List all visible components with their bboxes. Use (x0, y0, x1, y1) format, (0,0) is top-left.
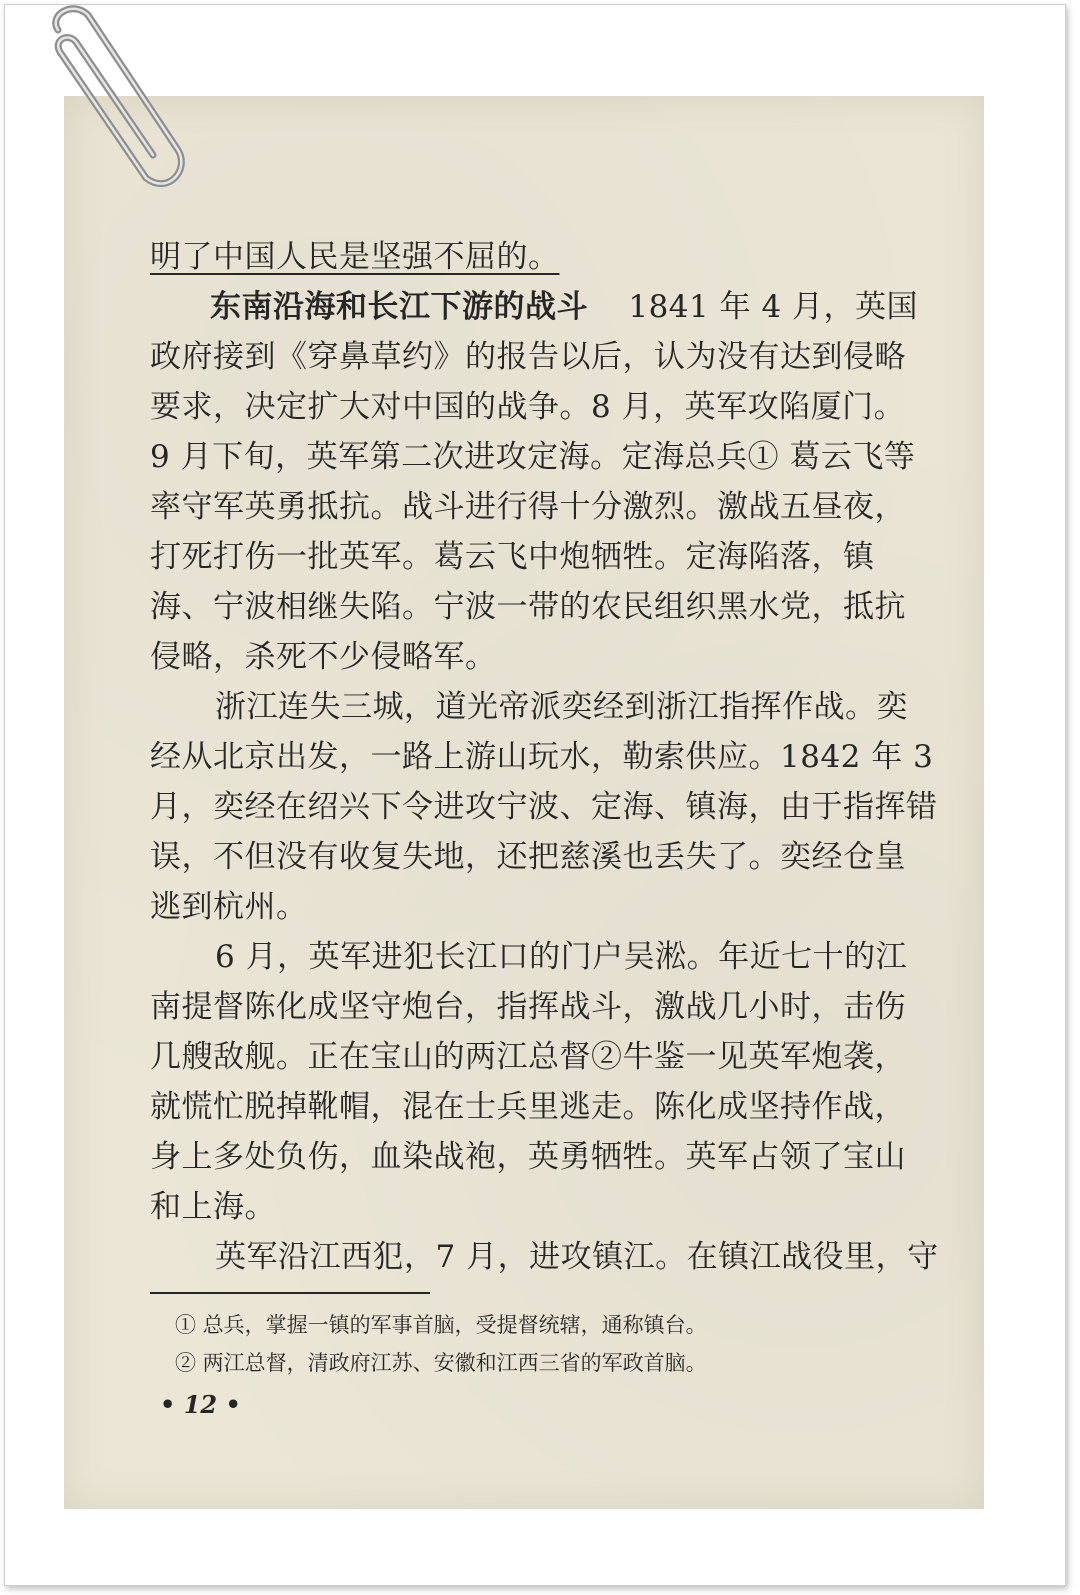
text-line: 经从北京出发，一路上游山玩水，勒索供应。1842 年 3 (150, 739, 934, 775)
text-line: 明了中国人民是坚强不屈的。 (150, 239, 560, 275)
paperclip-icon (18, 0, 188, 200)
text-line: 6 月，英军进犯长江口的门户吴淞。年近七十的江 (215, 939, 908, 975)
text-line: 误，不但没有收复失地，还把慈溪也丢失了。奕经仓皇 (150, 839, 906, 875)
footnote: ① 总兵，掌握一镇的军事首脑，受提督统辖，通称镇台。 (175, 1313, 707, 1337)
text-line: 浙江连失三城，道光帝派奕经到浙江指挥作战。奕 (215, 689, 908, 725)
text-line: 月，奕经在绍兴下令进攻宁波、定海、镇海，由于指挥错 (150, 789, 938, 825)
page-number: • 12 • (160, 1390, 241, 1419)
text-line: 政府接到《穿鼻草约》的报告以后，认为没有达到侵略 (150, 339, 906, 375)
text-line: 侵略，杀死不少侵略军。 (150, 639, 497, 675)
text-line: 几艘敌舰。正在宝山的两江总督②牛鉴一见英军炮袭， (150, 1039, 906, 1075)
text-line (210, 287, 950, 327)
footnote-divider (150, 1292, 430, 1294)
text-line: 和上海。 (150, 1189, 276, 1225)
text-line: 就慌忙脱掉靴帽，混在士兵里逃走。陈化成坚持作战， (150, 1089, 906, 1125)
text-line: 身上多处负伤，血染战袍，英勇牺牲。英军占领了宝山 (150, 1139, 906, 1175)
text-line: 打死打伤一批英军。葛云飞中炮牺牲。定海陷落，镇 (150, 539, 875, 575)
text-line: 逃到杭州。 (150, 889, 308, 925)
text-line: 南提督陈化成坚守炮台，指挥战斗，激战几小时，击伤 (150, 989, 906, 1025)
heading-trailing-text: 1841 年 4 月，英国 (628, 289, 919, 325)
text-line: 英军沿江西犯，7 月，进攻镇江。在镇江战役里，守 (215, 1239, 939, 1275)
text-line: 率守军英勇抵抗。战斗进行得十分激烈。激战五昼夜， (150, 489, 906, 525)
text-line: 要求，决定扩大对中国的战争。8 月，英军攻陷厦门。 (150, 389, 906, 425)
text-line: 海、宁波相继失陷。宁波一带的农民组织黑水党，抵抗 (150, 589, 906, 625)
section-heading: 东南沿海和长江下游的战斗 (210, 289, 588, 325)
text-line: 9 月下旬，英军第二次进攻定海。定海总兵① 葛云飞等 (150, 439, 916, 475)
footnote: ② 两江总督，清政府江苏、安徽和江西三省的军政首脑。 (175, 1351, 707, 1375)
